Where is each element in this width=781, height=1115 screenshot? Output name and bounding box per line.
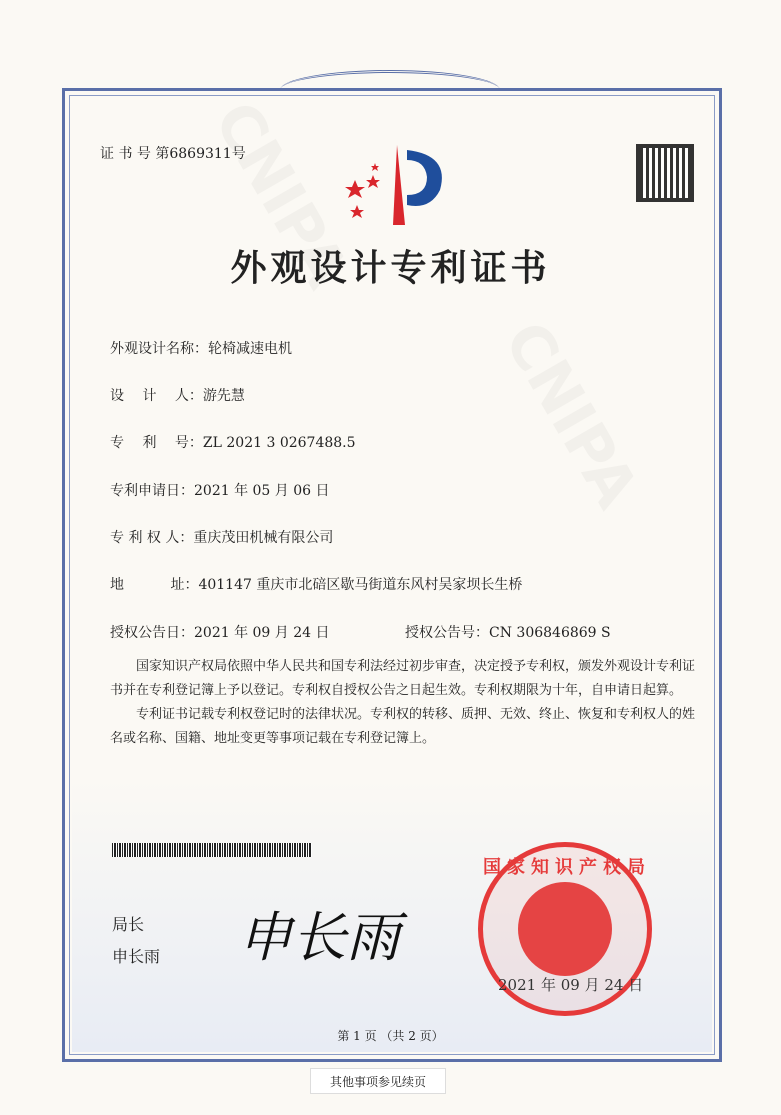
statement — [110, 655, 704, 751]
field-application-date: 专利申请日：2021 年 05 月 06 日 — [110, 483, 330, 499]
field-designer: 设 计 人：游先慧 — [110, 388, 245, 404]
statement-paragraph: 专利证书记载专利权登记时的法律状况。专利权的转移、质押、无效、终止、恢复和专利权人的姓名或名称、国籍、地址变更等事项记载在专利登记簿上。 — [110, 707, 696, 746]
certificate-number: 证 书 号 第6869311号 — [100, 146, 246, 162]
official-seal: 国家知识产权局 — [478, 842, 652, 1016]
barcode — [112, 843, 312, 857]
continuation-note: 其他事项参见续页 — [310, 1068, 446, 1094]
cnipa-logo — [335, 145, 455, 225]
handwritten-signature: 申长雨 — [238, 906, 400, 969]
field-grant-date: 授权公告日：2021 年 09 月 24 日 — [110, 625, 330, 641]
field-announcement-number: 授权公告号：CN 306846869 S — [405, 625, 611, 641]
top-ornament — [280, 70, 500, 110]
signatory-title: 局长 — [112, 915, 145, 934]
qr-code — [636, 144, 694, 202]
signatory-name: 申长雨 — [112, 947, 161, 966]
statement-paragraph: 国家知识产权局依照中华人民共和国专利法经过初步审查，决定授予专利权，颁发外观设计专利证书并在专利登记簿上予以登记。专利权自授权公告之日起生效。专利权期限为十年，自申请日起算。 — [110, 659, 696, 698]
field-address: 地 址：401147 重庆市北碚区歇马街道东风村吴家坝长生桥 — [110, 577, 523, 593]
page-number: 第 1 页 （共 2 页） — [337, 1029, 444, 1043]
field-patent-number: 专 利 号：ZL 2021 3 0267488.5 — [110, 435, 356, 451]
field-design-name: 外观设计名称：轮椅减速电机 — [110, 341, 292, 357]
national-emblem-icon — [518, 882, 612, 976]
document-title: 外观设计专利证书 — [230, 247, 551, 289]
field-patentee: 专 利 权 人：重庆茂田机械有限公司 — [110, 530, 334, 546]
seal-date: 2021 年 09 月 24 日 — [498, 976, 644, 994]
